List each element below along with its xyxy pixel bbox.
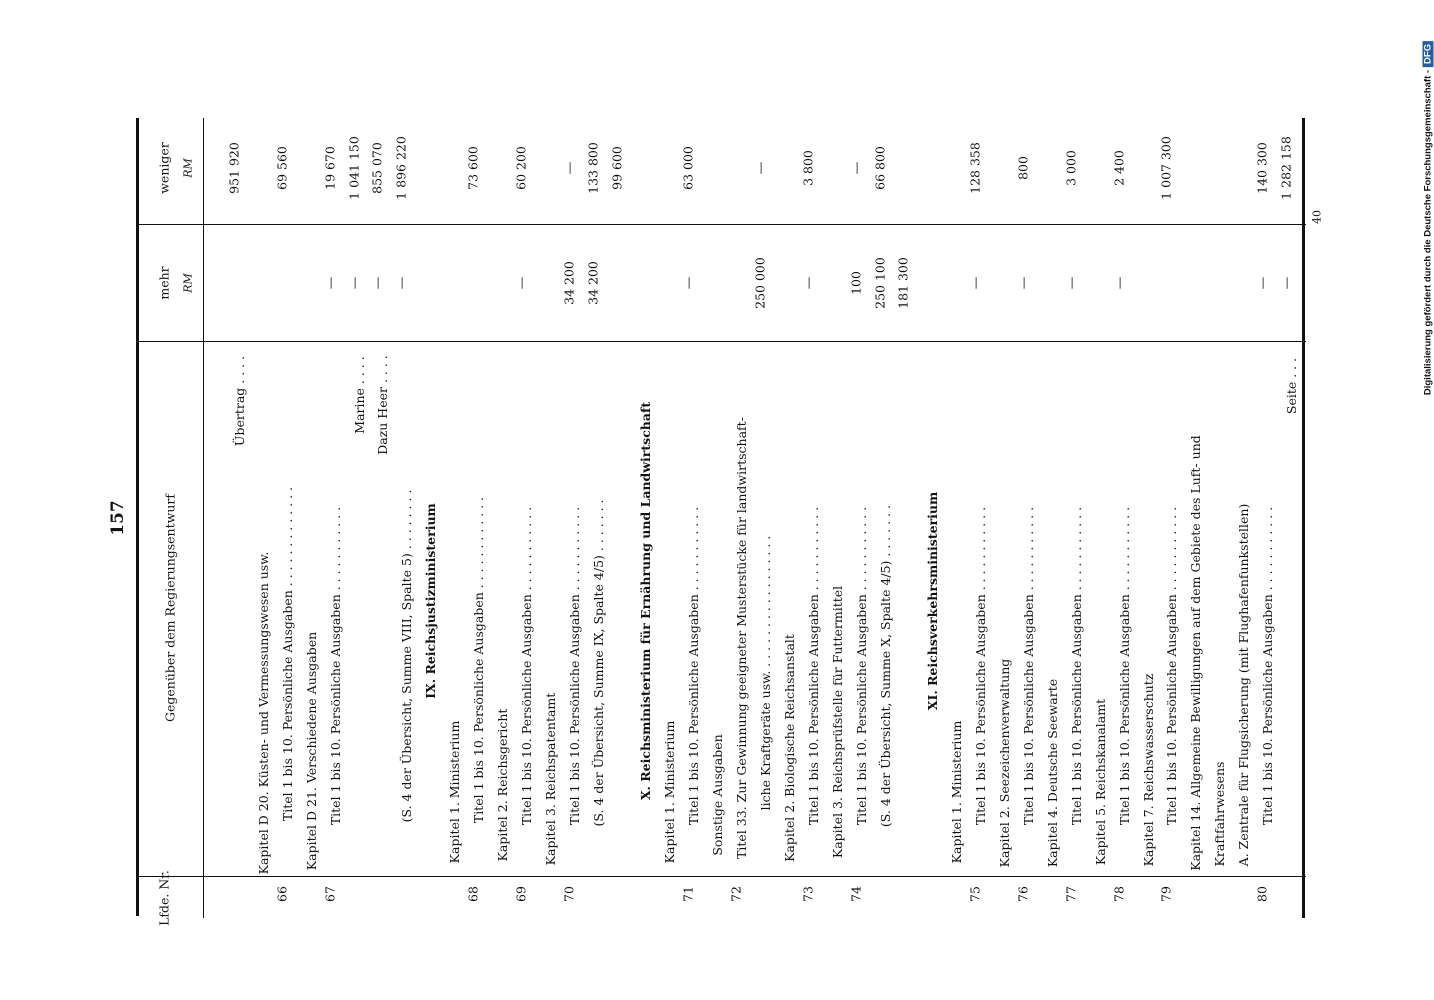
amount-mehr: 34 200: [585, 261, 601, 305]
header-weniger: weniger: [156, 142, 172, 194]
rule-right: [1302, 118, 1305, 918]
amount-mehr: —: [1015, 276, 1031, 290]
row-number: 80: [1254, 886, 1270, 902]
row-text: Kapitel 7. Reichswasserschutz: [1140, 673, 1156, 867]
row-text: Kapitel 1. Ministerium: [662, 720, 678, 864]
amount-mehr: —: [1254, 276, 1270, 290]
amount-mehr: 34 200: [561, 261, 577, 305]
amount-weniger: 3 800: [800, 150, 816, 186]
row-text: Titel 1 bis 10. Persönliche Ausgaben . . . . . . . . . . .: [805, 507, 821, 826]
rule-header: [203, 118, 204, 918]
row-text: Titel 1 bis 10. Persönliche Ausgaben . . . . . . . . . . . . .: [279, 486, 295, 821]
amount-weniger: 951 920: [226, 142, 242, 194]
amount-mehr: 181 300: [895, 257, 911, 309]
row-text: Titel 1 bis 10. Persönliche Ausgaben . . . . . . . . . . .: [853, 507, 869, 826]
amount-mehr: —: [1063, 276, 1079, 290]
section-heading: X. Reichsministerium für Ernährung und Landwirtschaft: [638, 401, 654, 801]
row-number: 76: [1015, 886, 1031, 902]
row-text: liche Kraftgeräte usw. . . . . . . . . . . . . . . . . .: [758, 535, 773, 810]
row-text: Titel 1 bis 10. Persönliche Ausgaben . . . . . . . . . . .: [686, 507, 702, 826]
amount-mehr: —: [369, 276, 385, 290]
amount-mehr: —: [346, 276, 362, 290]
row-text: Kapitel 4. Deutsche Seewarte: [1044, 678, 1060, 867]
amount-mehr: —: [967, 276, 983, 290]
credit-text: Digitalisierung gefördert durch die Deutsche Forschungsgemeinschaft -: [1422, 69, 1434, 396]
row-text: (S. 4 der Übersicht, Summe VIII, Spalte 5) . . . . . . . .: [399, 489, 415, 823]
header-weniger-unit: RM: [181, 158, 195, 178]
row-text: (S. 4 der Übersicht, Summe IX, Spalte 4/5) . . . . . . .: [590, 499, 606, 827]
amount-weniger: 1 282 158: [1278, 136, 1294, 200]
header-nr: Lfde. Nr.: [156, 870, 172, 926]
amount-mehr: —: [1278, 276, 1294, 290]
amount-mehr: —: [322, 276, 338, 290]
row-text: Titel 1 bis 10. Persönliche Ausgaben . . . . . . . . . . .: [1260, 507, 1276, 826]
amount-mehr: —: [680, 276, 696, 290]
amount-mehr: 100: [848, 271, 864, 295]
row-text: Seite . . .: [1284, 357, 1299, 414]
amount-weniger: 63 000: [680, 146, 696, 190]
amount-mehr: —: [393, 276, 409, 290]
row-text: Kraftfahrwesens: [1212, 761, 1228, 867]
side-number: 40: [1310, 210, 1324, 224]
amount-weniger: 69 560: [274, 146, 290, 190]
amount-weniger: 60 200: [513, 146, 529, 190]
row-number: 70: [561, 886, 577, 902]
amount-weniger: 855 070: [369, 142, 385, 194]
amount-weniger: 1 007 300: [1158, 136, 1174, 200]
row-text: Titel 33. Zur Gewinnung geeigneter Musterstücke für landwirtschaft-: [734, 417, 750, 859]
amount-weniger: 66 800: [872, 146, 888, 190]
row-text: Kapitel D 21. Verschiedene Ausgaben: [303, 631, 319, 870]
row-number: 66: [274, 886, 290, 902]
amount-weniger: —: [752, 161, 768, 175]
amount-weniger: 99 600: [609, 146, 625, 190]
amount-weniger: 2 400: [1111, 150, 1127, 186]
dfg-logo: DFG: [1423, 41, 1434, 67]
row-text: Kapitel 1. Ministerium: [949, 720, 965, 864]
row-text: A. Zentrale für Flugsicherung (mit Flughafenfunkstellen): [1236, 503, 1252, 866]
row-number: 74: [848, 886, 864, 902]
row-text: Titel 1 bis 10. Persönliche Ausgaben . . . . . . . . . . .: [1164, 507, 1180, 826]
row-text: Titel 1 bis 10. Persönliche Ausgaben . . . . . . . . . . . .: [471, 496, 487, 824]
row-text: Titel 1 bis 10. Persönliche Ausgaben . . . . . . . . . . .: [1068, 507, 1084, 826]
budget-table: [136, 118, 1306, 926]
amount-weniger: 133 800: [585, 142, 601, 194]
row-text: Marine . . . .: [351, 356, 367, 434]
row-text: Kapitel 2. Reichsgericht: [495, 708, 510, 862]
amount-weniger: 3 000: [1063, 150, 1079, 186]
row-number: 68: [465, 886, 481, 902]
amount-weniger: 19 670: [322, 146, 338, 190]
rule-top: [136, 118, 139, 916]
rule-col-nr: [136, 876, 1306, 877]
section-heading: XI. Reichsverkehrsministerium: [925, 491, 941, 711]
amount-weniger: 73 600: [465, 146, 481, 190]
row-number: 77: [1063, 886, 1079, 902]
row-text: Kapitel 2. Seezeichenverwaltung: [997, 659, 1013, 868]
row-text: Kapitel 5. Reichskanalamt: [1092, 699, 1108, 866]
row-text: Dazu Heer . . . .: [375, 354, 391, 455]
row-text: Titel 1 bis 10. Persönliche Ausgaben . . . . . . . . . . .: [1021, 507, 1036, 826]
row-number: 73: [800, 886, 816, 902]
row-text: Titel 1 bis 10. Persönliche Ausgaben . . . . . . . . . . .: [1116, 507, 1132, 826]
row-text: Kapitel 3. Reichspatentamt: [542, 692, 558, 866]
header-title: Gegenüber dem Regierungsentwurf: [162, 494, 178, 722]
row-text: Kapitel 1. Ministerium: [447, 720, 463, 864]
amount-weniger: 128 358: [967, 142, 983, 194]
row-text: Titel 1 bis 10. Persönliche Ausgaben . . . . . . . . . . .: [973, 507, 989, 826]
row-text: (S. 4 der Übersicht, Summe X, Spalte 4/5) . . . . . . .: [877, 504, 893, 827]
amount-mehr: —: [1111, 276, 1127, 290]
row-number: 67: [322, 886, 338, 902]
amount-mehr: 250 100: [872, 257, 888, 309]
row-text: Titel 1 bis 10. Persönliche Ausgaben . . . . . . . . . . .: [566, 507, 582, 826]
header-mehr-unit: RM: [181, 273, 195, 293]
row-number: 78: [1111, 886, 1127, 902]
row-number: 71: [680, 886, 696, 902]
row-number: 69: [513, 886, 529, 902]
row-number: 79: [1158, 886, 1174, 902]
amount-mehr: —: [513, 276, 529, 290]
amount-weniger: 1 041 150: [346, 136, 362, 200]
row-text: Kapitel 2. Biologische Reichsanstalt: [781, 633, 797, 862]
rule-col-title: [136, 341, 1306, 342]
row-number: 75: [967, 886, 983, 902]
row-text: Kapitel D 20. Küsten- und Vermessungswesen usw.: [255, 551, 271, 875]
row-text: Titel 1 bis 10. Persönliche Ausgaben . . . . . . . . . . .: [327, 507, 343, 826]
dfg-credit: [1423, 41, 1434, 395]
row-text: Übertrag . . . .: [232, 356, 247, 447]
row-text: Sonstige Ausgaben: [710, 734, 726, 857]
section-heading: IX. Reichsjustizministerium: [423, 503, 439, 699]
row-text: Kapitel 3. Reichsprüfstelle für Futtermittel: [829, 586, 845, 859]
header-mehr: mehr: [156, 266, 172, 300]
row-text: Titel 1 bis 10. Persönliche Ausgaben . . . . . . . . . . .: [518, 507, 534, 826]
amount-weniger: —: [848, 161, 864, 175]
rule-col-mehr: [136, 224, 1306, 225]
amount-weniger: 140 300: [1254, 142, 1270, 194]
row-text: Kapitel 14. Allgemeine Bewilligungen auf dem Gebiete des Luft- und: [1188, 435, 1204, 871]
amount-mehr: —: [800, 276, 816, 290]
amount-weniger: 800: [1015, 156, 1031, 180]
amount-weniger: 1 896 220: [393, 136, 409, 200]
page-number: 157: [108, 500, 128, 536]
row-number: 72: [728, 886, 744, 902]
amount-weniger: —: [561, 161, 577, 175]
amount-mehr: 250 000: [752, 257, 768, 309]
